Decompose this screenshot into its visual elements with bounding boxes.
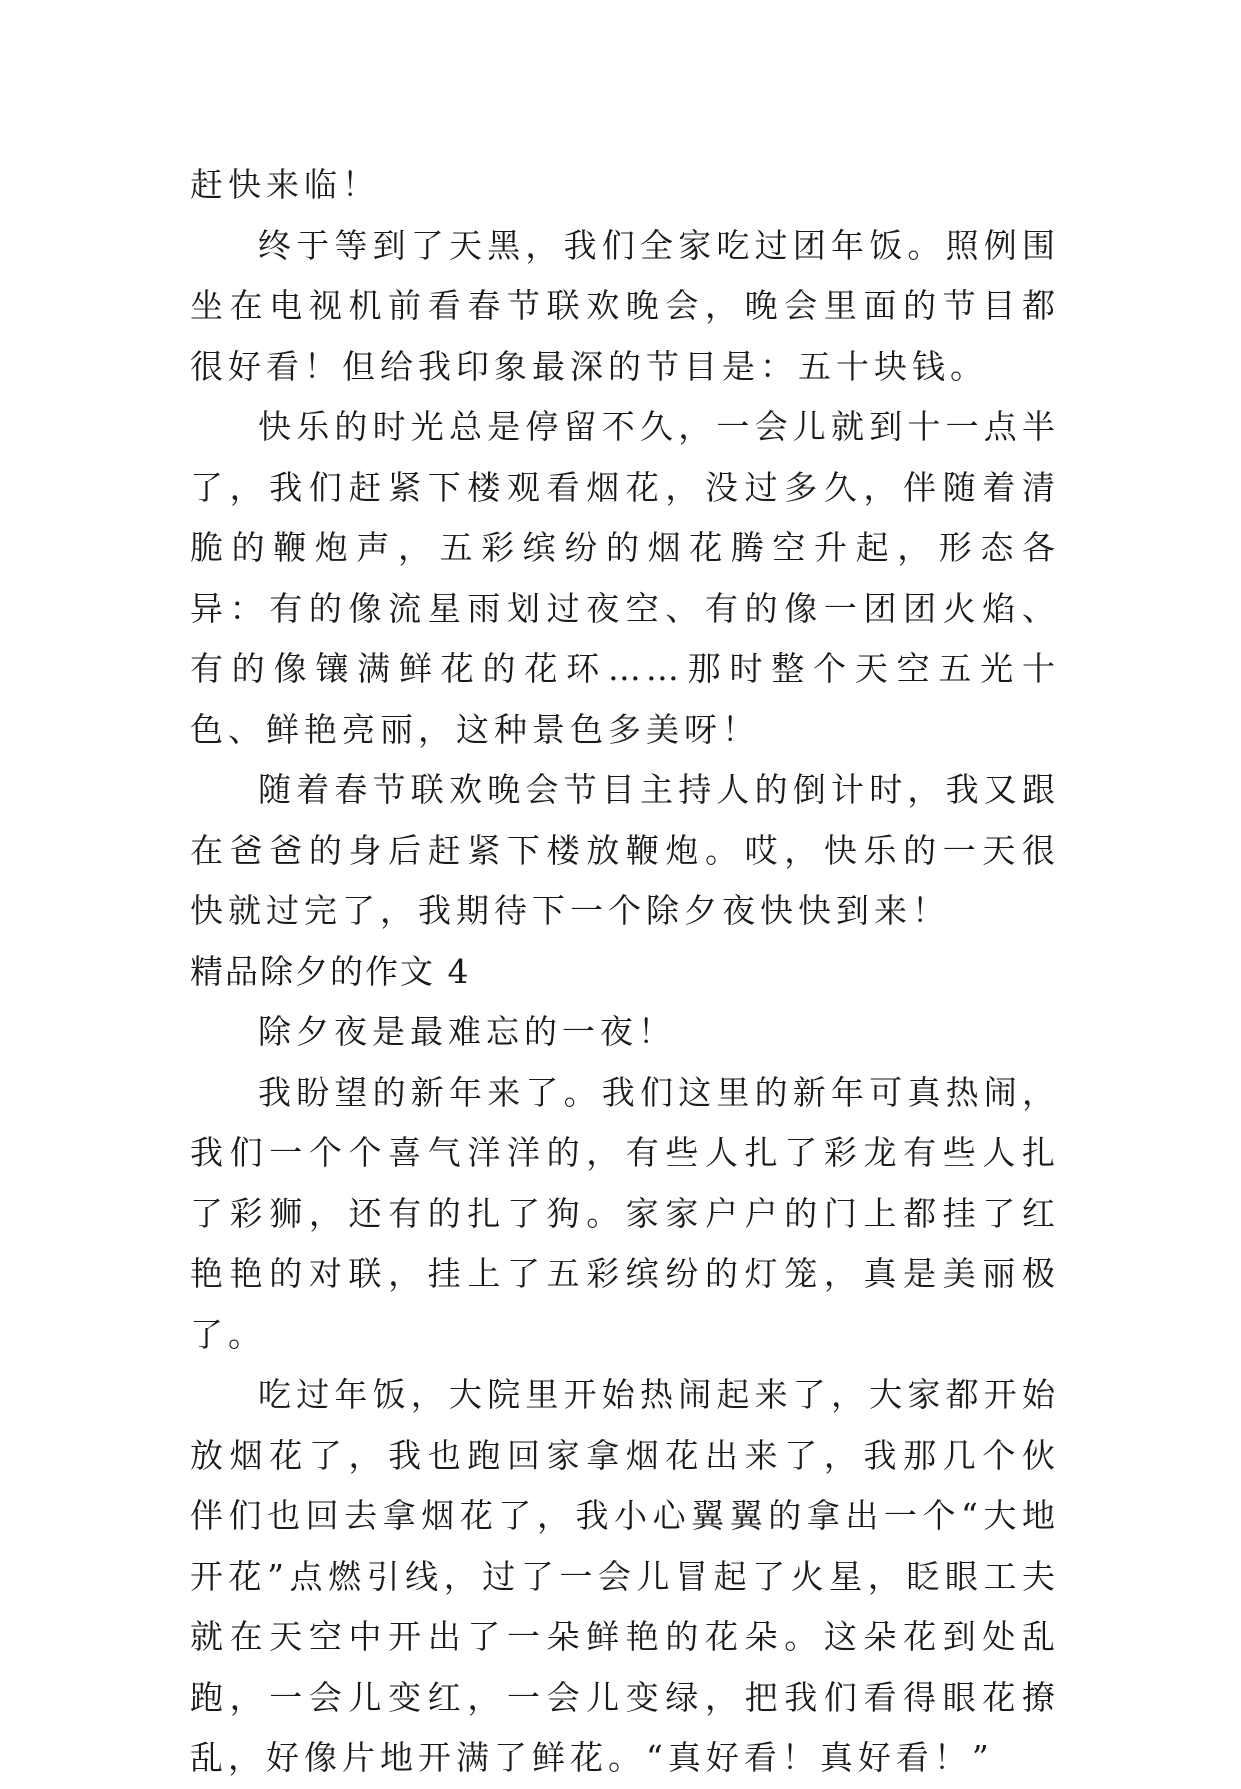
- paragraph: 终于等到了天黑，我们全家吃过团年饭。照例围坐在电视机前看春节联欢晚会，晚会里面的节目都很好看！但给我印象最深的节目是：五十块钱。: [190, 225, 1060, 386]
- paragraph: 快乐的时光总是停留不久，一会儿就到十一点半了，我们赶紧下楼观看烟花，没过多久，伴随着清脆的鞭炮声，五彩缤纷的烟花腾空升起，形态各异：有的像流星雨划过夜空、有的像一团团火焰、有的像镶满鲜花的花环……那时整个天空五光十色、鲜艳亮丽，这种景色多美呀！: [190, 407, 1060, 749]
- paragraph: 随着春节联欢晚会节目主持人的倒计时，我又跟在爸爸的身后赶紧下楼放鞭炮。哎，快乐的一天很快就过完了，我期待下一个除夕夜快快到来！: [190, 770, 1060, 930]
- paragraph: 赶快来临！: [190, 165, 380, 204]
- paragraph: 吃过年饭，大院里开始热闹起来了，大家都开始放烟花了，我也跑回家拿烟花出来了，我那几个伙伴们也回去拿烟花了，我小心翼翼的拿出一个“大地开花”点燃引线，过了一会儿冒起了火星，眨眼工夫就在天空中开出了一朵鲜艳的花朵。这朵花到处乱跑，一会儿变红，一会儿变绿，把我们看得眼花撩乱，好像片地开满了鲜花。“真好看！真好看！”: [190, 1375, 1060, 1777]
- section-title: 精品除夕的作文 4: [190, 951, 471, 991]
- document-body: [190, 155, 1060, 1789]
- paragraph: 除夕夜是最难忘的一夜！: [258, 1012, 676, 1051]
- paragraph: 我盼望的新年来了。我们这里的新年可真热闹，我们一个个喜气洋洋的，有些人扎了彩龙有些人扎了彩狮，还有的扎了狗。家家户户的门上都挂了红艳艳的对联，挂上了五彩缤纷的灯笼，真是美丽极了。: [190, 1072, 1060, 1354]
